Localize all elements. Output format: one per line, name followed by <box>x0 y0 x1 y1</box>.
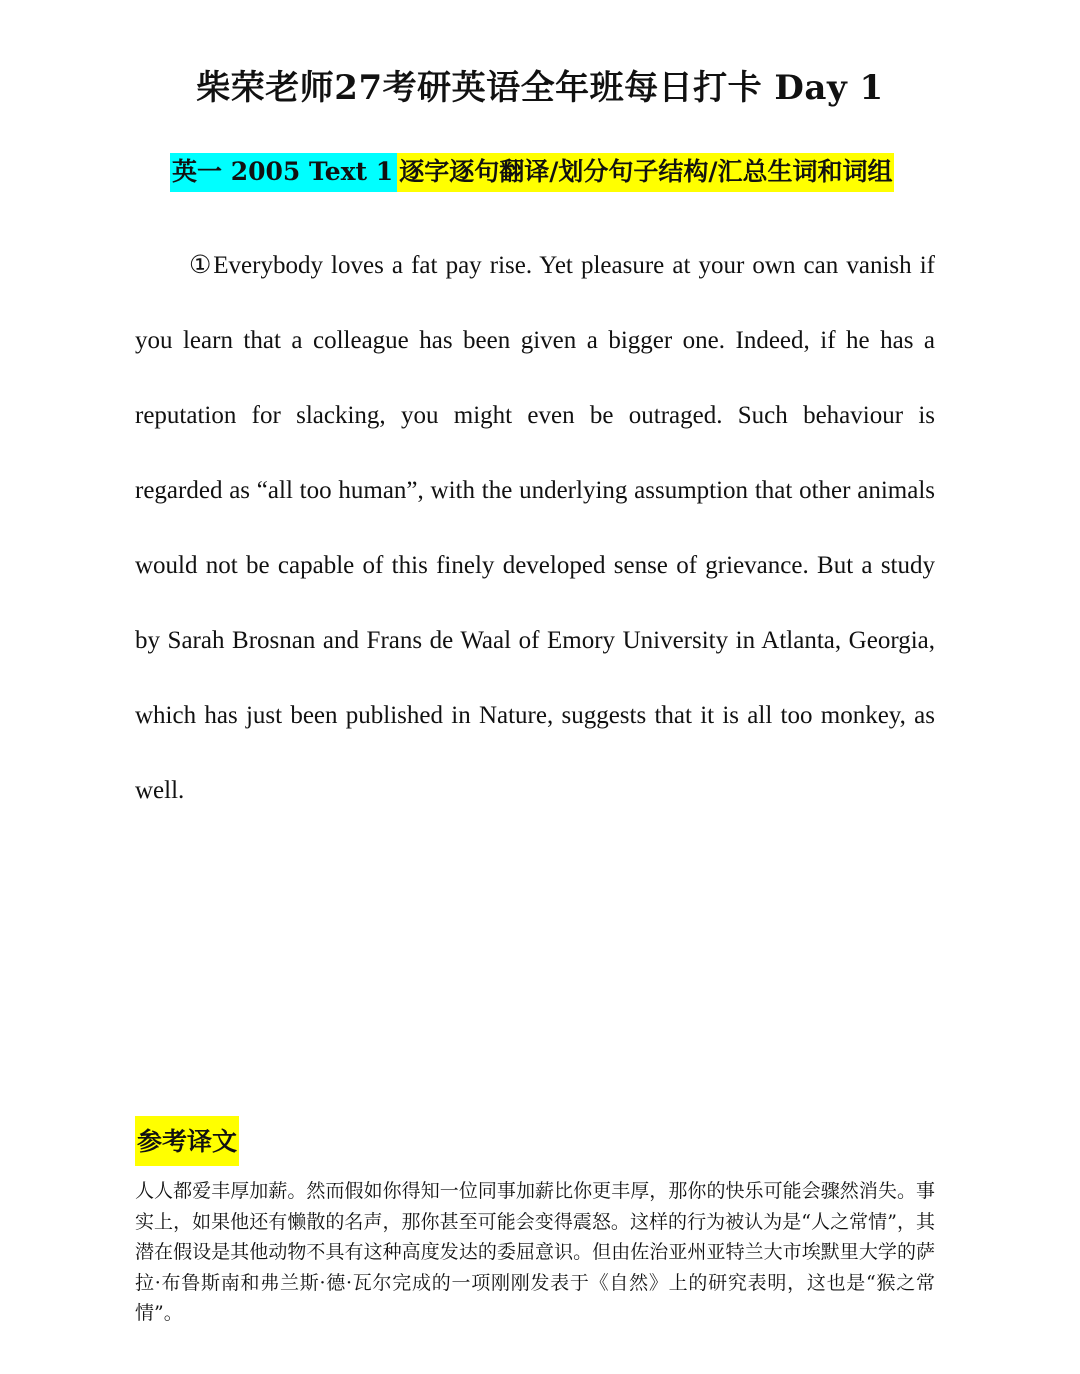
translation-paragraph: 人人都爱丰厚加薪。然而假如你得知一位同事加薪比你更丰厚，那你的快乐可能会骤然消失。事实上，如果他还有懒散的名声，那你甚至可能会变得震怒。这样的行为被认为是“人之常情”，其潜在假设是其他动物不具有这种高度发达的委屈意识。但由佐治亚州亚特兰大市埃默里大学的萨拉·布鲁斯南和弗兰斯·德·瓦尔完成的一项刚刚发表于《自然》上的研究表明，这也是“猴之常情”。 <box>135 1180 935 1324</box>
chinese-translation <box>135 1176 935 1329</box>
reference-translation-label: 参考译文 <box>135 1116 239 1166</box>
text-subtitle <box>170 152 894 188</box>
english-passage <box>135 228 935 828</box>
page-title: 柴荣老师27考研英语全年班每日打卡 Day 1 <box>196 68 884 108</box>
subtitle-task-description: 逐字逐句翻译/划分句子结构/汇总生词和词组 <box>397 153 894 192</box>
subtitle-text-source: 英一 2005 Text 1 <box>170 153 397 192</box>
passage-paragraph: ①Everybody loves a fat pay rise. Yet pleasure at your own can vanish if you learn that a colleague has been given a bigger one. Indeed, if he has a reputation for slacking, you might even be outraged. Such behaviour is regarded as “all too human”, with the underlying assumption that other animals would not be capable of this finely developed sense of grievance. But a study by Sarah Brosnan and Frans de Waal of Emory University in Atlanta, Georgia, which has just been published in Nature, suggests that it is all too monkey, as well. <box>135 252 935 804</box>
